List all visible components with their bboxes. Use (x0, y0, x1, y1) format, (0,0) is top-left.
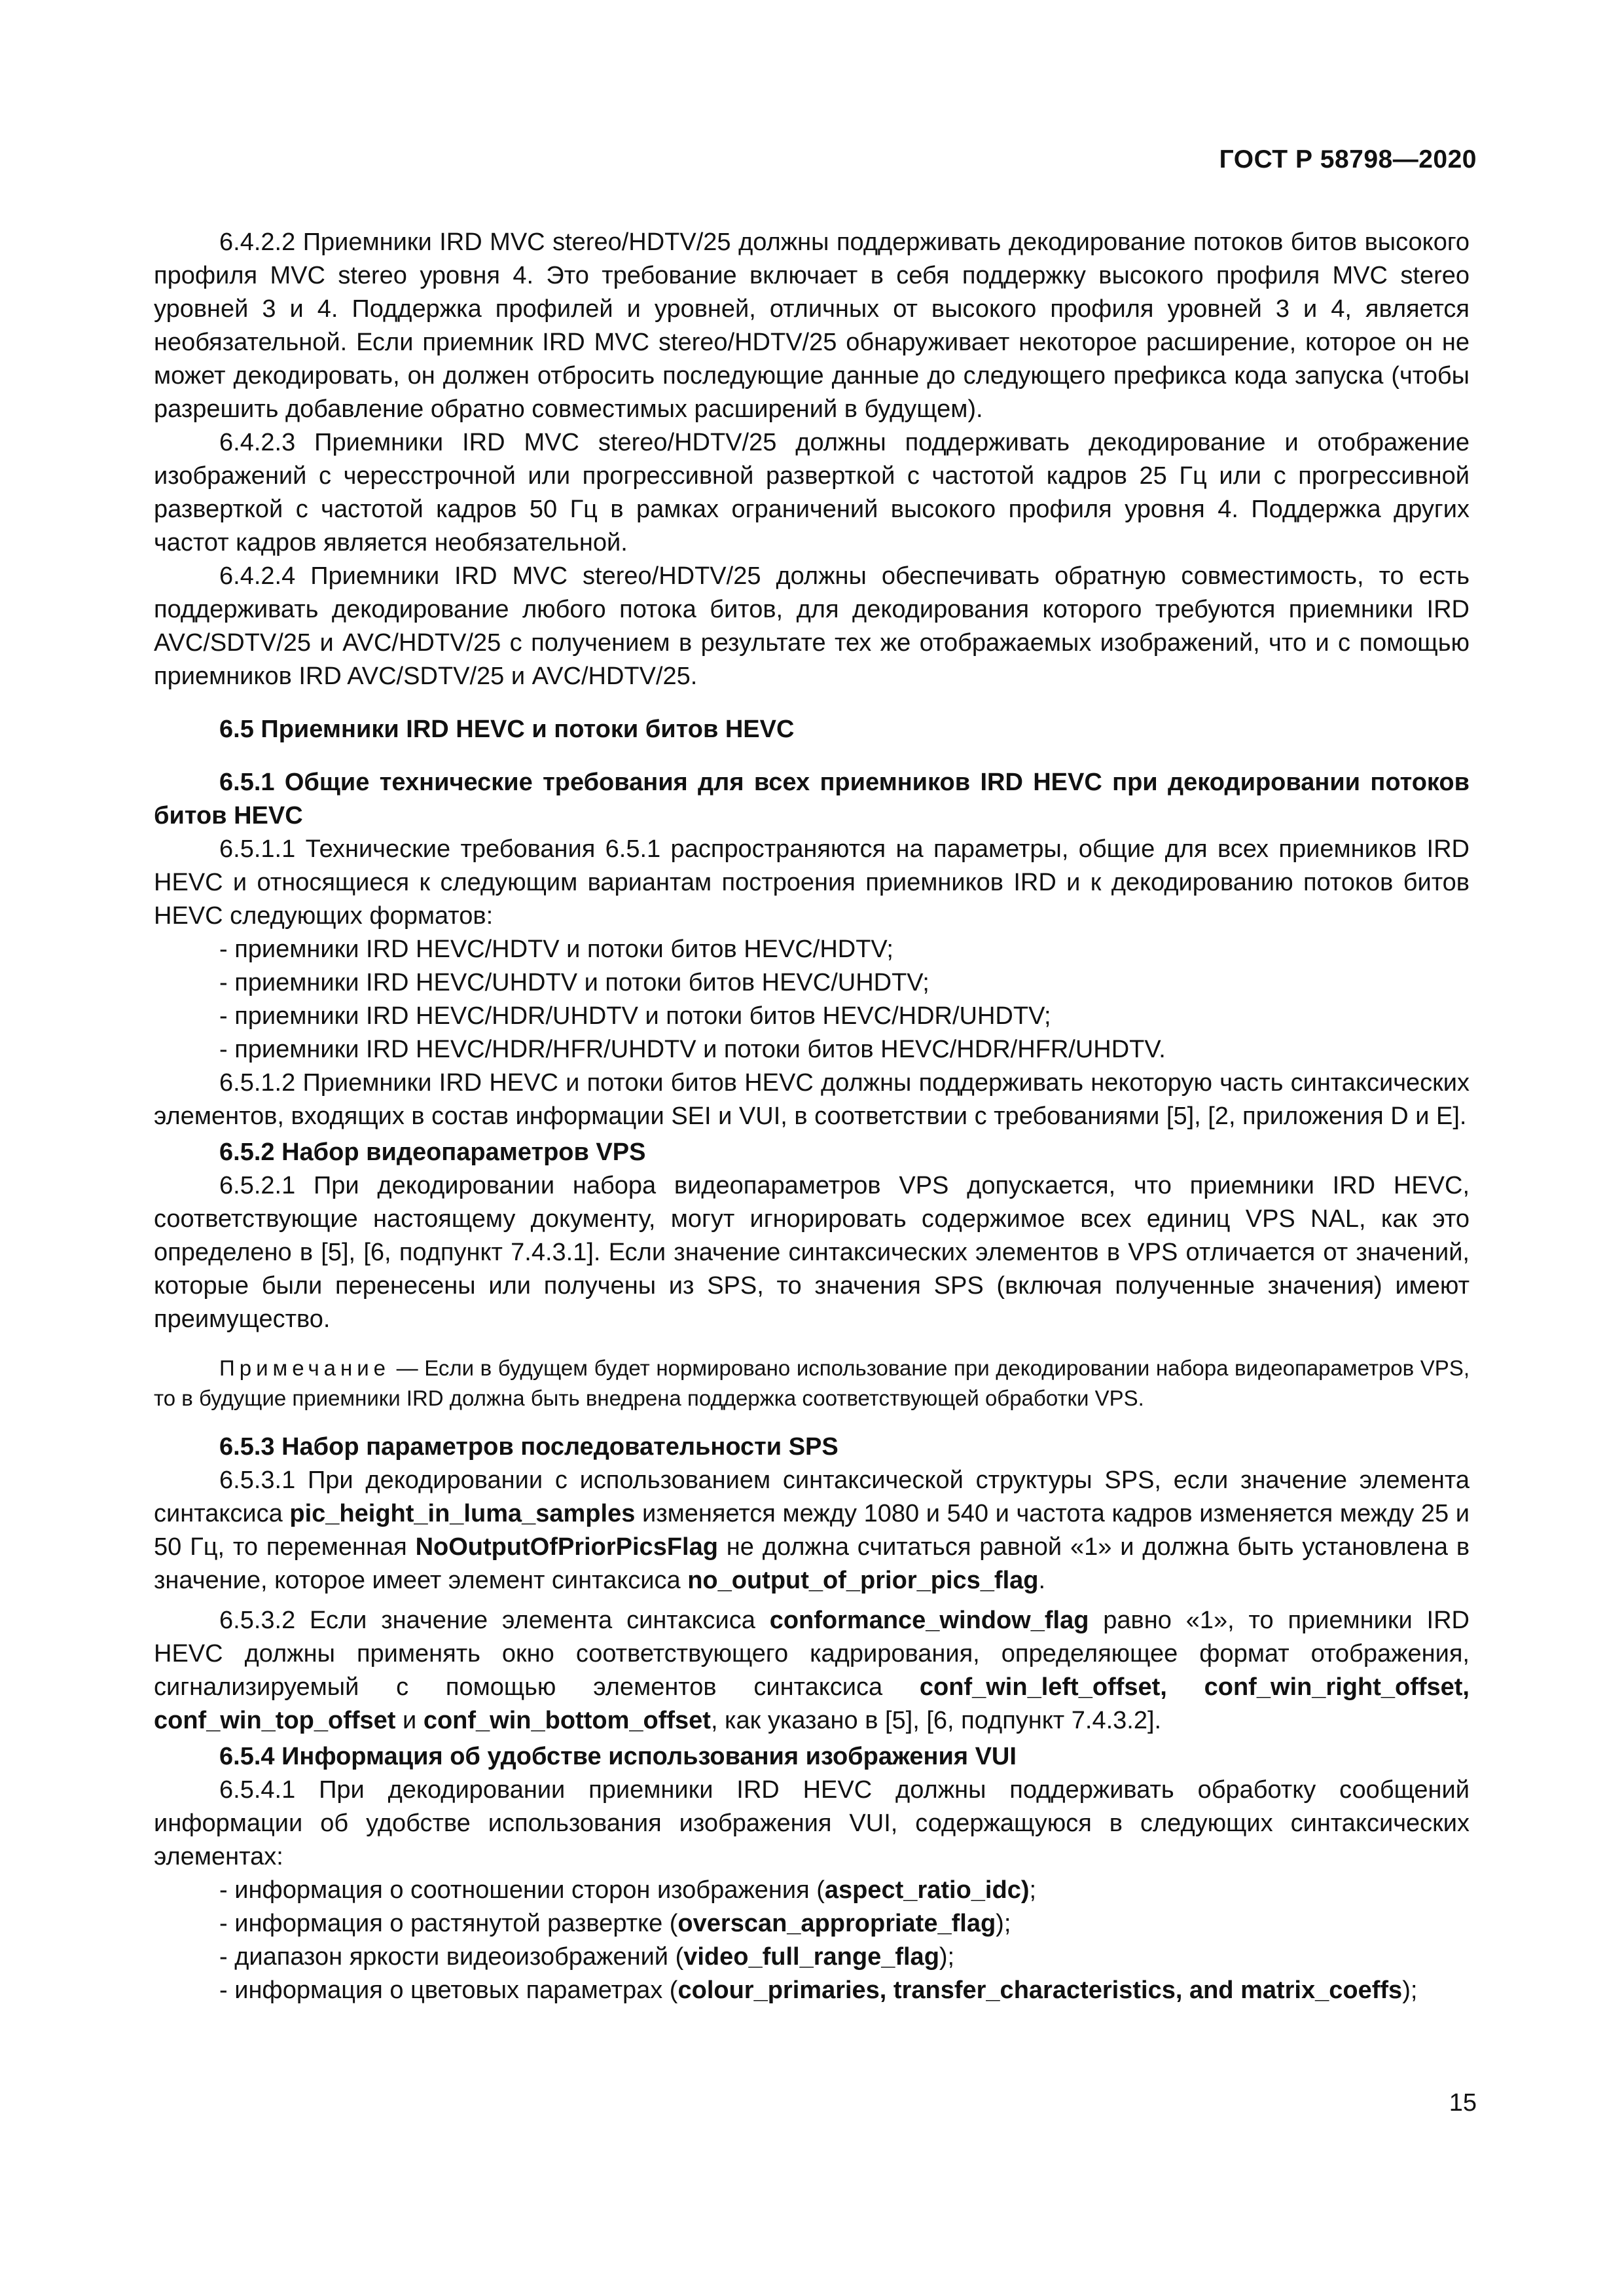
paragraph-6-5-3-1 (154, 1464, 1470, 1597)
syntax-element: video_full_range_flag (683, 1943, 939, 1971)
text-run: ); (996, 1910, 1011, 1937)
syntax-element: conf_win_left_offset, conf_win_right_offset, conf_win_top_offset (154, 1673, 1470, 1734)
note (154, 1353, 1470, 1413)
list-item: - приемники IRD HEVC/HDR/UHDTV и потоки битов HEVC/HDR/UHDTV; (219, 1002, 1051, 1030)
paragraph-6-4-2-3: 6.4.2.3 Приемники IRD MVC stereo/HDTV/25 должны поддерживать декодирование и отображение изображений с чересстрочной или прогрессивной разверткой с частотой кадров 25 Гц или с прогрессивной разверткой с частотой кадров 50 Гц в рамках ограничений высокого профиля уровня 4. Поддержка других частот кадров является необязательной. (154, 429, 1470, 556)
text-run: - диапазон яркости видеоизображений ( (219, 1943, 684, 1971)
paragraph-6-4-2-4: 6.4.2.4 Приемники IRD MVC stereo/HDTV/25 должны обеспечивать обратную совместимость, то есть поддерживать декодирование любого потока битов, для декодирования которого требуются приемники IRD AVC/SDTV/25 и AVC/HDTV/25 с получением в результате тех же отображаемых изображений, что и с помощью приемников IRD AVC/SDTV/25 и AVC/HDTV/25. (154, 562, 1470, 690)
syntax-element: overscan_appropriate_flag (677, 1910, 996, 1937)
text-run: не должна считаться равной «1» и должна быть установлена в значение, которое имеет элемент синтаксиса (154, 1533, 1470, 1594)
text-run: 6.5.3.2 Если значение элемента синтаксиса (219, 1607, 770, 1634)
text-run: ; (1029, 1876, 1037, 1904)
syntax-element: conformance_window_flag (769, 1607, 1089, 1634)
standard-header: ГОСТ Р 58798—2020 (1219, 145, 1477, 173)
text-run: - информация о растянутой развертке ( (219, 1910, 678, 1937)
page-number: 15 (1449, 2089, 1477, 2117)
syntax-element: NoOutputOfPriorPicsFlag (415, 1533, 718, 1561)
list-item: - приемники IRD HEVC/HDTV и потоки битов HEVC/HDTV; (219, 936, 893, 963)
list-item: - приемники IRD HEVC/UHDTV и потоки битов HEVC/UHDTV; (219, 969, 929, 996)
list-item (154, 1941, 1470, 1974)
paragraph-6-5-4-1: 6.5.4.1 При декодировании приемники IRD HEVC должны поддерживать обработку сообщений информации об удобстве использования изображения VUI, содержащуюся в следующих синтаксических элементах: (154, 1776, 1470, 1870)
syntax-element: no_output_of_prior_pics_flag (687, 1567, 1039, 1594)
heading-6-5-3: 6.5.3 Набор параметров последовательности SPS (219, 1433, 839, 1461)
syntax-element: aspect_ratio_idc) (824, 1876, 1030, 1904)
list-item (154, 1974, 1470, 2007)
paragraph-6-5-1-2: 6.5.1.2 Приемники IRD HEVC и потоки битов HEVC должны поддерживать некоторую часть синтаксических элементов, входящих в состав информации SEI и VUI, в соответствии с требованиями [5], [2, приложения D и E]. (154, 1069, 1470, 1130)
syntax-element: pic_height_in_luma_samples (289, 1500, 636, 1527)
heading-6-5-2: 6.5.2 Набор видеопараметров VPS (219, 1139, 646, 1166)
note-label: Примечание (219, 1356, 391, 1380)
paragraph-6-5-1-1: 6.5.1.1 Технические требования 6.5.1 распространяются на параметры, общие для всех приемников IRD HEVC и относящиеся к следующим вариантам построения приемников IRD и к декодированию потоков битов HEVC следующих форматов: (154, 835, 1470, 930)
paragraph-6-4-2-2: 6.4.2.2 Приемники IRD MVC stereo/HDTV/25 должны поддерживать декодирование потоков битов высокого профиля MVC stereo уровня 4. Это требование включает в себя поддержку высокого профиля MVC stereo уровней 3 и 4. Поддержка профилей и уровней, отличных от высокого профиля уровней 3 и 4, является необязательной. Если приемник IRD MVC stereo/HDTV/25 обнаруживает некоторое расширение, которое он не может декодировать, он должен отбросить последующие данные до следующего префикса кода запуска (чтобы разрешить добавление обратно совместимых расширений в будущем). (154, 228, 1470, 423)
text-run: - информация о соотношении сторон изображения ( (219, 1876, 825, 1904)
syntax-element: conf_win_bottom_offset (423, 1707, 711, 1734)
list-item: - приемники IRD HEVC/HDR/HFR/UHDTV и потоки битов HEVC/HDR/HFR/UHDTV. (219, 1036, 1166, 1063)
heading-6-5-4: 6.5.4 Информация об удобстве использования изображения VUI (219, 1743, 1017, 1770)
syntax-element: colour_primaries, transfer_characteristics, and matrix_coeffs (677, 1977, 1403, 2004)
text-run: ); (939, 1943, 955, 1971)
heading-6-5-1: 6.5.1 Общие технические требования для всех приемников IRD HEVC при декодировании потоков битов HEVC (154, 769, 1470, 829)
text-run: - информация о цветовых параметрах ( (219, 1977, 678, 2004)
text-run: , как указано в [5], [6, подпункт 7.4.3.2]. (710, 1707, 1162, 1734)
paragraph-6-5-3-2 (154, 1604, 1470, 1738)
heading-6-5: 6.5 Приемники IRD HEVC и потоки битов HEVC (219, 716, 795, 743)
document-body (154, 226, 1470, 2007)
paragraph-6-5-2-1: 6.5.2.1 При декодировании набора видеопараметров VPS допускается, что приемники IRD HEVC, соответствующие настоящему документу, могут игнорировать содержимое всех единиц VPS NAL, как это определено в [5], [6, подпункт 7.4.3.1]. Если значение синтаксических элементов в VPS отличается от значений, которые были перенесены или получены из SPS, то значения SPS (включая полученные значения) имеют преимущество. (154, 1172, 1470, 1333)
text-run: ); (1402, 1977, 1418, 2004)
list-item (154, 1907, 1470, 1941)
note-text: — Если в будущем будет нормировано использование при декодировании набора видеопараметров VPS, то в будущие приемники IRD должна быть внедрена поддержка соответствующей обработки VPS. (154, 1356, 1470, 1410)
text-run: и (395, 1707, 424, 1734)
list-item (154, 1874, 1470, 1907)
text-run: равно «1», то приемники IRD HEVC должны применять окно соответствующего кадрирования, определяющее формат отображения, сигнализируемый с помощью элементов синтаксиса (154, 1607, 1470, 1701)
text-run: . (1038, 1567, 1046, 1594)
text-run: изменяется между 1080 и 540 и частота кадров изменяется между 25 и 50 Гц, то переменная (154, 1500, 1470, 1561)
text-run: 6.5.3.1 При декодировании с использованием синтаксической структуры SPS, если значение элемента синтаксиса (154, 1467, 1470, 1527)
